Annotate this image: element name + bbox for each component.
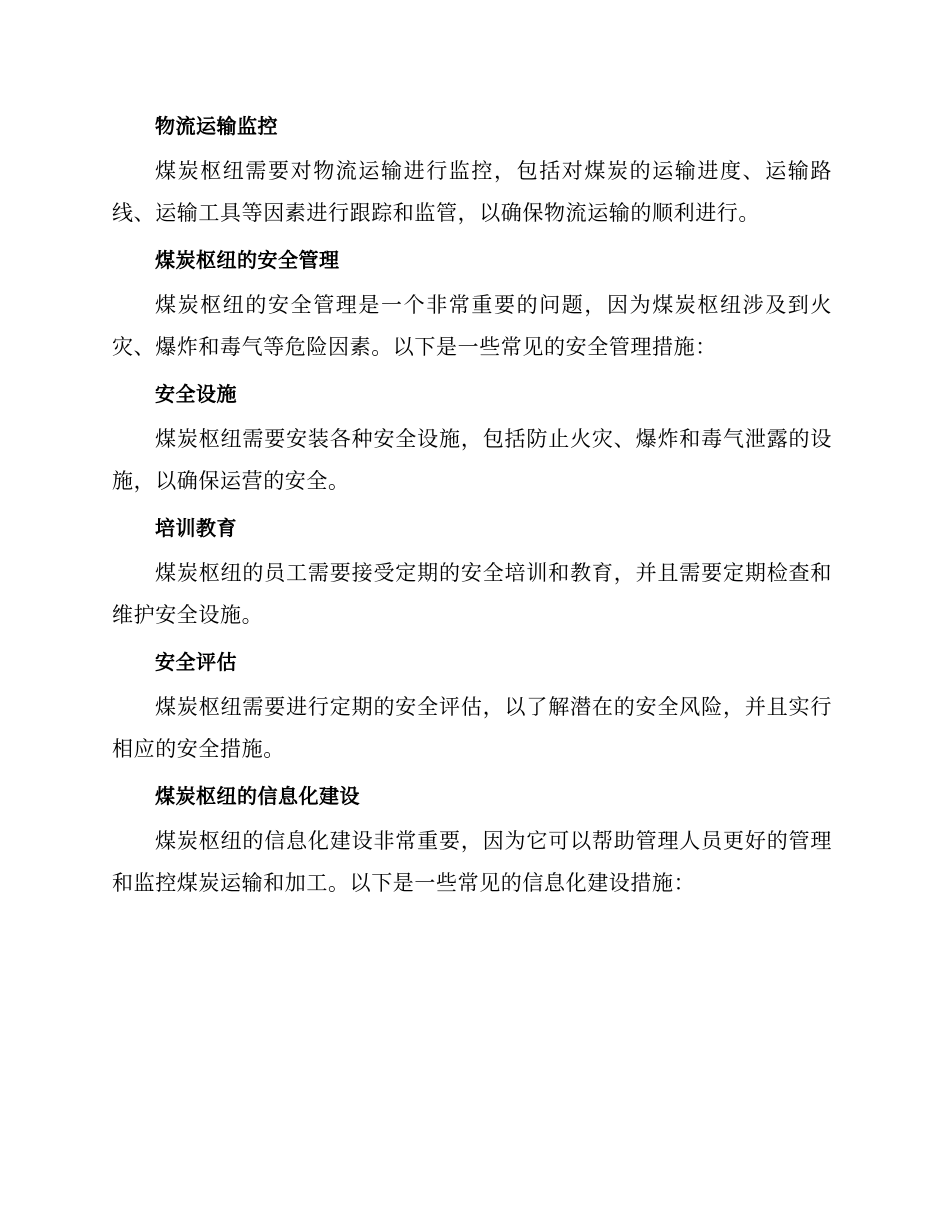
section-text-logistics-monitoring: 煤炭枢纽需要对物流运输进行监控，包括对煤炭的运输进度、运输路线、运输工具等因素进行跟踪和监管，以确保物流运输的顺利进行。 [112,159,832,225]
section-heading-safety-assessment: 安全评估 [155,650,237,674]
section-text-safety-facilities: 煤炭枢纽需要安装各种安全设施，包括防止火灾、爆炸和毒气泄露的设施，以确保运营的安全。 [112,427,832,493]
section-heading-informatization: 煤炭枢纽的信息化建设 [155,784,360,808]
section-heading-training: 培训教育 [155,516,237,540]
document-page [112,106,832,910]
section-text-informatization: 煤炭枢纽的信息化建设非常重要，因为它可以帮助管理人员更好的管理和监控煤炭运输和加工。以下是一些常见的信息化建设措施： [112,829,832,895]
section-text-training: 煤炭枢纽的员工需要接受定期的安全培训和教育，并且需要定期检查和维护安全设施。 [112,561,832,627]
section-heading-safety-management: 煤炭枢纽的安全管理 [155,248,340,272]
section-heading-safety-facilities: 安全设施 [155,382,237,406]
section-text-safety-assessment: 煤炭枢纽需要进行定期的安全评估，以了解潜在的安全风险，并且实行相应的安全措施。 [112,695,832,761]
section-text-safety-management: 煤炭枢纽的安全管理是一个非常重要的问题，因为煤炭枢纽涉及到火灾、爆炸和毒气等危险因素。以下是一些常见的安全管理措施： [112,293,832,359]
section-heading-logistics-monitoring: 物流运输监控 [155,114,278,138]
